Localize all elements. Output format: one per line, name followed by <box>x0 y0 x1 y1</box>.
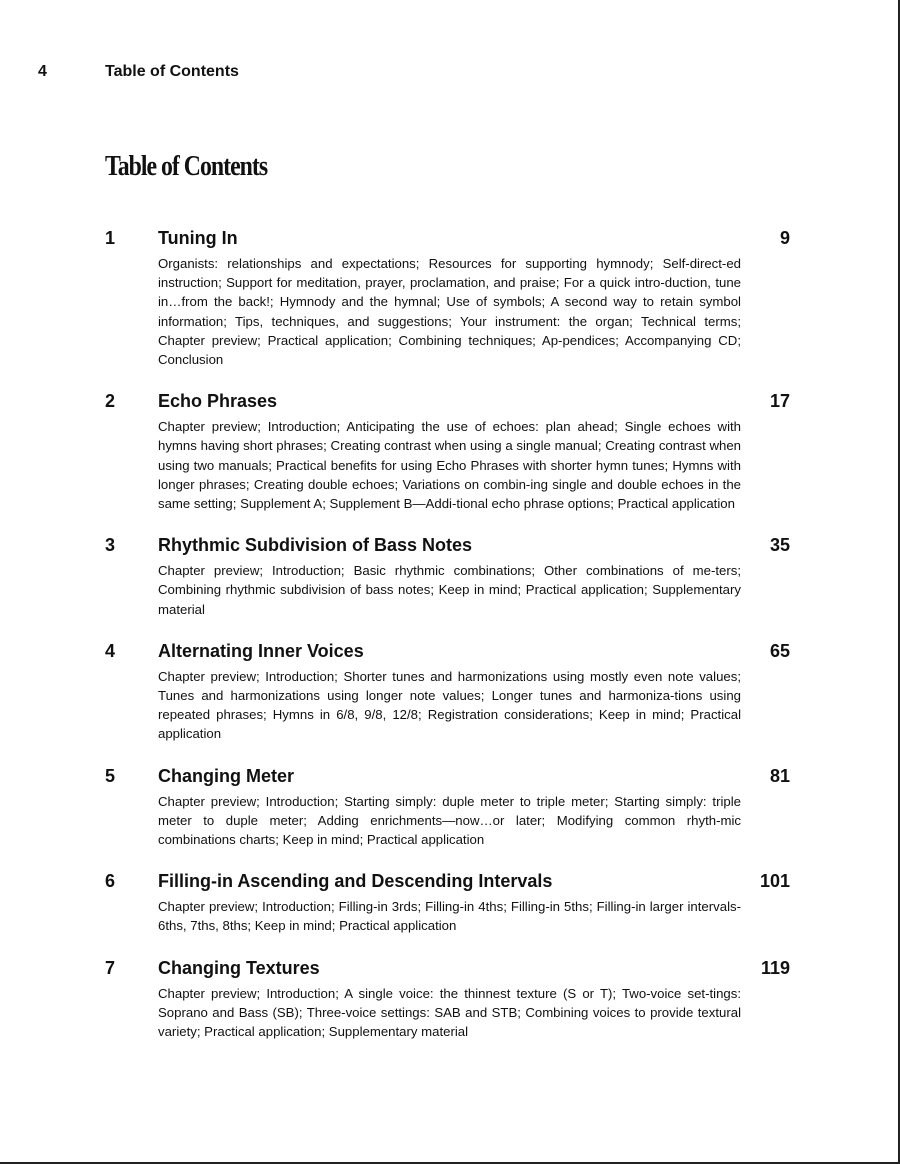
running-head <box>38 63 239 81</box>
chapter-page-number: 35 <box>769 535 790 556</box>
chapter-page-number: 101 <box>759 871 790 892</box>
chapter-number: 1 <box>105 228 116 248</box>
chapter-title: Echo Phrases <box>158 391 278 412</box>
chapter-page-number: 9 <box>779 228 790 248</box>
chapter-description: Chapter preview; Introduction; Shorter tunes and harmonizations using mostly even note values; Tunes and harmonizations using longer note values; Longer tunes and harmoniza-tions using repeated phrases; Hymns in 6/8, 9/8, 12/8; Registration considerations; Keep in mind; Practical application <box>158 668 741 742</box>
chapter-description: Organists: relationships and expectations; Resources for supporting hymnody; Self-direct-ed instruction; Support for meditation, prayer, proclamation, and praise; For a quick intro-duction, tune in…from the back!; Hymnody and the hymnal; Use of symbols; A second way to retain symbol information; Tips, techniques, and suggestions; Your instrument: the organ; Technical terms; Chapter preview; Practical application; Combining techniques; Ap-pendices; Accompanying CD; Conclusion <box>158 256 741 368</box>
toc-entry-header <box>105 389 795 413</box>
chapter-title: Rhythmic Subdivision of Bass Notes <box>158 535 473 556</box>
chapter-description: Chapter preview; Introduction; Anticipating the use of echoes: plan ahead; Single echoes with hymns having short phrases; Creating contrast when using a single manual; Creating contrast when using two manuals; Practical benefits for using Echo Phrases with shorter hymn tunes; Hymns with longer phrases; Creating double echoes; Variations on combin-ing single and double echoes in the same setting; Supplement A; Supplement B—Addi-tional echo phrase options; Practical application <box>158 419 741 512</box>
chapter-title: Changing Meter <box>158 765 295 786</box>
toc-entry-header <box>105 764 795 788</box>
toc-entry-header <box>105 639 795 663</box>
toc-entry <box>105 226 795 369</box>
chapter-description: Chapter preview; Introduction; A single voice: the thinnest texture (S or T); Two-voice set-tings: Soprano and Bass (SB); Three-voice settings: SAB and STB; Combining voices to provide textural variety; Practical application; Supplementary material <box>158 985 741 1040</box>
toc-entry-header <box>105 869 795 893</box>
chapter-number: 5 <box>105 765 116 786</box>
chapter-page-number: 17 <box>769 391 790 412</box>
toc-entry <box>105 639 795 744</box>
toc-entry-header <box>105 226 795 250</box>
chapter-number: 2 <box>105 391 116 412</box>
toc-list <box>105 226 795 1061</box>
toc-entry <box>105 956 795 1042</box>
chapter-title: Alternating Inner Voices <box>158 640 364 661</box>
chapter-number: 7 <box>105 957 116 978</box>
chapter-title: Changing Textures <box>158 957 320 978</box>
page-title: Table of Contents <box>105 150 268 182</box>
chapter-number: 4 <box>105 640 116 661</box>
toc-entry-header <box>105 533 795 557</box>
chapter-page-number: 65 <box>769 640 790 661</box>
chapter-page-number: 119 <box>760 957 790 978</box>
toc-entry <box>105 869 795 935</box>
running-head-title: Table of Contents <box>105 63 239 80</box>
toc-entry <box>105 764 795 850</box>
chapter-number: 3 <box>105 535 116 556</box>
chapter-description: Chapter preview; Introduction; Starting simply: duple meter to triple meter; Starting simply: triple meter to duple meter; Adding enrichments—now…or later; Modifying common rhyth-mic combinations charts; Keep in mind; Practical application <box>158 793 741 848</box>
chapter-description: Chapter preview; Introduction; Basic rhythmic combinations; Other combinations of me-ters; Combining rhythmic subdivision of bass notes; Keep in mind; Practical application; Supplementary material <box>158 563 741 617</box>
toc-entry <box>105 533 795 619</box>
toc-entry <box>105 389 795 513</box>
chapter-title: Filling-in Ascending and Descending Intervals <box>158 871 553 892</box>
chapter-number: 6 <box>105 871 116 892</box>
running-head-page-number: 4 <box>38 63 47 80</box>
chapter-page-number: 81 <box>769 765 790 786</box>
chapter-description: Chapter preview; Introduction; Filling-in 3rds; Filling-in 4ths; Filling-in 5ths; Filling-in larger intervals-6ths, 7ths, 8ths; Keep in mind; Practical application <box>158 899 741 934</box>
toc-entry-header <box>105 956 795 980</box>
chapter-title: Tuning In <box>158 228 238 248</box>
